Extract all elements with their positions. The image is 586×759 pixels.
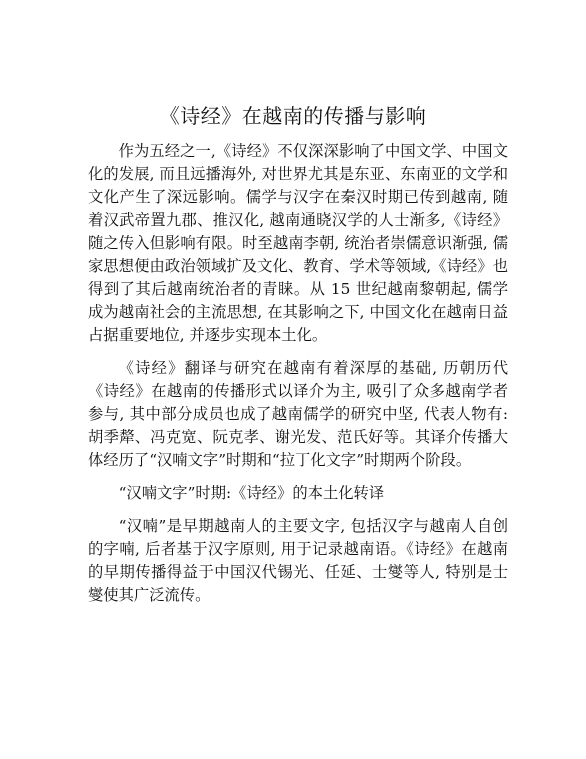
- paragraph-han-nom: “汉喃”是早期越南人的主要文字, 包括汉字与越南人自创的字喃, 后者基于汉字原则, 用于记录越南语。《诗经》在越南的早期传播得益于中国汉代锡光、任延、士燮等人, 特别是士燮使其广泛流传。: [88, 517, 508, 604]
- section-subheading: “汉喃文字”时期:《诗经》的本土化转译: [118, 484, 385, 502]
- document-body: [88, 140, 508, 617]
- document-title: 《诗经》在越南的传播与影响: [159, 104, 427, 128]
- paragraph-intro: 作为五经之一,《诗经》不仅深深影响了中国文学、中国文化的发展, 而且远播海外, 对世界尤其是东亚、东南亚的文学和文化产生了深远影响。儒学与汉字在秦汉时期已传到越南, 随着汉武帝置九郡、推汉化, 越南通晓汉学的人士渐多,《诗经》随之传入但影响有限。时至越南李朝, 统治者崇儒意识渐强, 儒家思想便由政治领域扩及文化、教育、学术等领域,《诗经》也得到了其后越南统治者的青睐。从 15 世纪越南黎朝起, 儒学成为越南社会的主流思想, 在其影响之下, 中国文化在越南日益占据重要地位, 并逐步实现本土化。: [88, 142, 508, 344]
- paragraph-translation-history: 《诗经》翻译与研究在越南有着深厚的基础, 历朝历代《诗经》在越南的传播形式以译介为主, 吸引了众多越南学者参与, 其中部分成员也成了越南儒学的研究中坚, 代表人物有:胡季犛、冯克宽、阮克孝、谢光发、范氏好等。其译介传播大体经历了“汉喃文字”时期和“拉丁化文字”时期两个阶段。: [88, 359, 508, 469]
